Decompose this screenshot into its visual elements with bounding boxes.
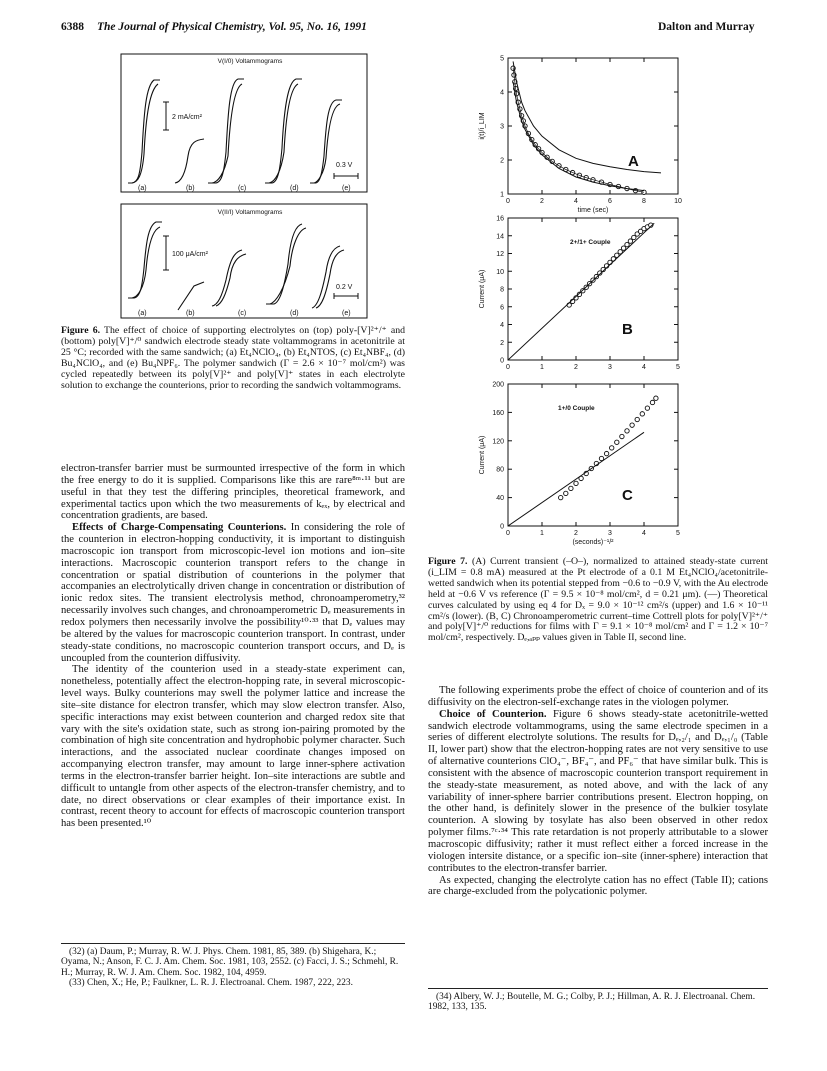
fig6-top-curve-e2 (314, 104, 340, 183)
xtick-label: 6 (608, 198, 612, 205)
left-column (61, 463, 405, 830)
xtick-label: 1 (540, 530, 544, 537)
data-point (564, 491, 568, 495)
fig6-top-labels (138, 185, 351, 192)
fig7-c-ylabel: Current (μA) (479, 435, 486, 475)
data-point (610, 446, 614, 450)
fig6-top-voltage-scale: 0.3 V (336, 162, 353, 169)
fig7-b-letter: B (622, 321, 633, 338)
xtick-label: 0 (506, 364, 510, 371)
xtick-label: 2 (540, 198, 544, 205)
xtick-label: 5 (676, 530, 680, 537)
figure7-caption-text: (A) Current transient (–O–), normalized to attained steady-state current (i_LIM = 0.8 mA) measured at the Pt electrode of a 0.1 M Et₄NClO₄/acetonitrile-wetted sandwich when its potential stepped from −0.6 to −0.9 V, with the Au electrode held at −0.6 V vs reference (Γ = 9.5 × 10⁻⁸ mol/cm², d = 0.21 μm). (—) Theoretical curves calculated by using eq 4 for Dₓ = 9.0 × 10⁻¹² cm²/s (upper) and 1.6 × 10⁻¹¹ cm²/s (lower). (B, C) Chronoamperometric current–time Cottrell plots for poly[V]²⁺/⁺ and poly[V]⁺/⁰ reductions for films with Γ = 9.1 × 10⁻⁸ mol/cm² and Γ = 1.2 × 10⁻⁷ mol/cm², respectively. Dₑ,ₐₚₚ values given in Table II, second line. (428, 556, 768, 644)
fig6-top-current-scale: 2 mA/cm² (172, 114, 202, 121)
fig6-top-curve-d (265, 79, 302, 183)
ytick-label: 2 (500, 157, 504, 165)
figure6-caption-text: The effect of choice of supporting electrolytes on (top) poly-[V]²⁺/⁺ and (bottom) poly[V]⁺/⁰ sandwich electrode steady state voltammograms in acetonitrile at 25 °C; recorded with the same sandwich; (a) Et₄NClO₄, (b) Et₄NTOS, (c) Et₄NBF₄, (d) Bu₄NClO₄, and (e) Bu₄NPF₆. The polymer sandwich (Γ = 2.6 × 10⁻⁷ mol/cm²) was cycled repeatedly between its poly[V]²⁺ and poly[V]⁺ states in each electrolyte solution to exchange the counterions, prior to recording the sandwich voltammograms. (61, 325, 405, 391)
fig6-top-curve-b (175, 139, 204, 183)
fig6-bottom-label-a: (a) (138, 310, 147, 317)
page-number: 6388 (61, 21, 84, 33)
fig7-panel-b (479, 216, 680, 372)
fig7-c-annotation: 1+/0 Couple (558, 405, 595, 412)
left-paragraph-2 (61, 522, 405, 664)
ytick-label: 12 (496, 251, 504, 258)
data-point (625, 429, 629, 433)
xtick-label: 5 (676, 364, 680, 371)
left-references (61, 947, 405, 989)
ytick-label: 4 (500, 89, 504, 97)
ytick-label: 80 (496, 466, 504, 474)
right-paragraph-2-text: Figure 6 shows steady-state acetonitrile-wetted sandwich electrode voltammograms, using the same electrode specimen in a series of different electrolyte solutions. The results for Dₑ,₂/₁ and Dₑ,₁/₀ (Table II, lower part) show that the electron-hopping rates are not very sensitive to use of alternative counterions ClO₄⁻, BF₄⁻, and PF₆⁻ that have similar bulk. This is consistent with the absence of macroscopic counterion transport requirement in the steady-state measurement, as noted above, and with the lack of any variability of inner-sphere barrier contributions present. Electron hopping, on the other hand, is definitely slower in the presence of the bulkier tosylate counterion. A slowing by tosylate has also been observed in other redox polymer films.⁷ᶜ·³⁴ This rate retardation is not properly attributable to a slower macroscopic diffusivity; rather it must reflect either a forced increase in the viologen intersite distance, or a specific ion–site (inner-sphere) interaction that contributes to the electron-transfer barrier. (428, 708, 768, 874)
fig6-bottom-curve-a (128, 222, 162, 298)
figure6-caption-label: Figure 6. (61, 325, 101, 336)
data-point (640, 412, 644, 416)
fig6-bottom-curve-b (178, 282, 204, 310)
xtick-label: 2 (574, 364, 578, 371)
fig6-bottom-curve-a2 (132, 227, 160, 298)
ytick-label: 0 (500, 357, 504, 365)
right-references (428, 992, 768, 1013)
data-point (608, 260, 612, 264)
section-heading-counterions: Effects of Charge-Compensating Counterions. (72, 522, 287, 534)
fig7-a-marks (511, 61, 661, 194)
fig6-bottom-label-c: (c) (238, 310, 247, 317)
xtick-label: 10 (674, 198, 682, 205)
figure6 (120, 52, 368, 320)
xtick-label: 1 (540, 364, 544, 371)
fig6-top-title: V(I/0) Voltammograms (217, 58, 283, 65)
left-footnote-rule (61, 943, 405, 944)
fig6-top-curve-e (310, 100, 342, 183)
fig7-a-xlabel: time (sec) (577, 207, 609, 214)
ytick-label: 1 (500, 191, 504, 199)
ytick-label: 16 (496, 215, 504, 223)
fig7-a-ylabel: i(t)/i_LIM (479, 112, 486, 140)
fig6-bottom-curve-e2 (316, 250, 344, 308)
ytick-label: 3 (500, 123, 504, 131)
ytick-label: 160 (492, 409, 504, 417)
data-point (569, 486, 573, 490)
right-paragraph-1: The following experiments probe the effect of choice of counterion and of its diffusivity on the electron-self-exchange rates in the viologen polymer. (428, 685, 768, 708)
ytick-label: 10 (496, 268, 504, 276)
fig7-c-letter: C (622, 487, 633, 504)
fig6-top-curve-d2 (269, 84, 298, 183)
fig6-top-label-b: (b) (186, 185, 195, 192)
fig7-c-xlabel: (seconds)⁻¹/² (572, 539, 614, 546)
data-point (650, 400, 654, 404)
fig7-b-ylabel: Current (μA) (479, 269, 486, 309)
xtick-label: 8 (642, 198, 646, 205)
fig6-bottom-curve-d (266, 224, 302, 304)
fig6-top-label-c: (c) (238, 185, 247, 192)
data-point (615, 440, 619, 444)
xtick-label: 4 (574, 198, 578, 205)
fig6-top-label-d: (d) (290, 185, 299, 192)
right-column (428, 685, 768, 898)
fig6-bottom-label-e: (e) (342, 310, 351, 317)
fig6-bottom-curves (128, 222, 344, 310)
fig6-bottom-frame (121, 204, 367, 318)
xtick-label: 4 (642, 530, 646, 537)
journal-name: The Journal of Physical Chemistry, Vol. 95, No. 16, 1991 (97, 21, 367, 33)
ytick-label: 0 (500, 523, 504, 531)
ytick-label: 40 (496, 495, 504, 503)
left-paragraph-1: electron-transfer barrier must be surmounted irrespective of the form in which the free energy to do it is supplied. Comparisons like this are rare⁸ᵐ·¹¹ but are useful in that they test the differing principles, theoretical framework, and experimental tactics upon which the two measurements of kₑₓ, by electrical and concentration gradients, are based. (61, 463, 405, 522)
theory-line (508, 432, 644, 526)
ytick-label: 120 (492, 438, 504, 446)
data-point (574, 481, 578, 485)
figure7-caption-label: Figure 7. (428, 556, 468, 567)
right-footnote-rule (428, 988, 768, 989)
journal-title (97, 21, 367, 33)
reference-32: (32) (a) Daum, P.; Murray, R. W. J. Phys. Chem. 1981, 85, 389. (b) Shigehara, K.; Oyama, N.; Anson, F. C. J. Am. Chem. Soc. 1981, 103, 2552. (c) Facci, J. S.; Schmehl, R. H.; Murray, R. W. J. Am. Chem. Soc. 1982, 104, 4959. (61, 947, 399, 978)
data-point (645, 406, 649, 410)
figure7 (470, 48, 720, 560)
xtick-label: 3 (608, 530, 612, 537)
ytick-label: 6 (500, 304, 504, 312)
figure6-caption (61, 326, 405, 391)
xtick-label: 0 (506, 198, 510, 205)
ytick-label: 2 (500, 339, 504, 347)
data-point (632, 235, 636, 239)
fig6-bottom-title: V(II/I) Voltammograms (217, 209, 283, 216)
data-point (628, 239, 632, 243)
left-paragraph-2-text: In considering the role of the counterion in electron-hopping conductivity, it is important to distinguish macroscopic ion transport from microscopic-level ion motions and ion–site interactions. Macroscopic counterion transport refers to the change in concentration or spatial distribution of counterions in the polymer that accompanies an electrolytically driven change in concentration or distribution of ionic redox sites. The transient electrolysis method, chronoamperometry,³² necessarily involves such changes, and chronoamperometric Dₑ measurements in redox polymers then necessarily involve the possibility¹⁰·³³ that Dₑ values may be altered by the values for macroscopic counterion transport. In contrast, under steady-state conditions, no macroscopic counterion transport occurs, and Dₑ is uncoupled from the counterion diffusivity. (61, 522, 405, 664)
fig6-bottom-label-b: (b) (186, 310, 195, 317)
fig6-bottom-label-d: (d) (290, 310, 299, 317)
fig7-panel-a (479, 56, 682, 215)
data-point (621, 246, 625, 250)
ytick-label: 200 (492, 381, 504, 389)
ytick-label: 4 (500, 322, 504, 329)
right-paragraph-3: As expected, changing the electrolyte cation has no effect (Table II); cations are charge-excluded from the polycationic polymer. (428, 874, 768, 898)
data-point (620, 434, 624, 438)
xtick-label: 0 (506, 530, 510, 537)
fig7-c-marks (508, 396, 658, 526)
right-paragraph-2 (428, 709, 768, 875)
data-point (635, 417, 639, 421)
figure7-caption (428, 557, 768, 644)
fig6-bottom-labels (138, 310, 351, 317)
fig6-top-label-e: (e) (342, 185, 351, 192)
fig7-b-annotation: 2+/1+ Couple (570, 239, 611, 246)
reference-33: (33) Chen, X.; He, P.; Faulkner, L. R. J. Electroanal. Chem. 1987, 222, 223. (69, 978, 353, 989)
ytick-label: 14 (496, 233, 504, 241)
xtick-label: 2 (574, 530, 578, 537)
data-point (625, 242, 629, 246)
left-paragraph-3: The identity of the counterion used in a steady-state experiment can, nonetheless, potentially affect the electron-hopping rate, in several microscopic-level ways. Bulky counterions may swell the polymer lattice and increase the site–site distance for electron transfer, which may slow electron transfer. Also, specific interactions may exist between counterion and charged redox site that vary with the site's oxidation state, such as strong ion-pairing promoted by the combination of high site concentration and hydrophobic polymer character. Such interactions, and the associated nuclear coordinate changes imposed on accompanying electron transfer, may amount to large inner-sphere activation terms in the electron-transfer barrier height. Ion–site interactions are subtle and difficult to untangle from other aspects of the electron-transfer chemistry, and to date, no direct observations or clear examples of their importance exist. In contrast, recent theory to account for effects of macroscopic counterion transport has been presented.¹⁰ (61, 664, 405, 830)
fig6-top-label-a: (a) (138, 185, 147, 192)
fig7-a-ticks (500, 56, 682, 206)
xtick-label: 3 (608, 364, 612, 371)
fig6-bottom-voltage-scale: 0.2 V (336, 284, 353, 291)
fig6-bottom-current-scale: 100 μA/cm² (172, 251, 208, 258)
data-point (654, 396, 658, 400)
reference-34: (34) Albery, W. J.; Boutelle, M. G.; Colby, P. J.; Hillman, A. R. J. Electroanal. Chem. 1982, 133, 135. (428, 992, 756, 1013)
fig6-top-curve-c (208, 79, 244, 183)
fig6-top-curve-a2 (132, 84, 158, 183)
data-point (604, 451, 608, 455)
fig7-a-letter: A (628, 153, 639, 170)
fig6-top-curves (128, 79, 342, 183)
ytick-label: 8 (500, 286, 504, 294)
fig7-panel-c (479, 382, 680, 547)
section-heading-choice: Choice of Counterion. (439, 708, 547, 720)
data-point (630, 423, 634, 427)
running-authors: Dalton and Murray (658, 21, 755, 33)
data-point (559, 495, 563, 499)
xtick-label: 4 (642, 364, 646, 371)
ytick-label: 5 (500, 55, 504, 63)
fig6-top-curve-a (128, 80, 160, 183)
